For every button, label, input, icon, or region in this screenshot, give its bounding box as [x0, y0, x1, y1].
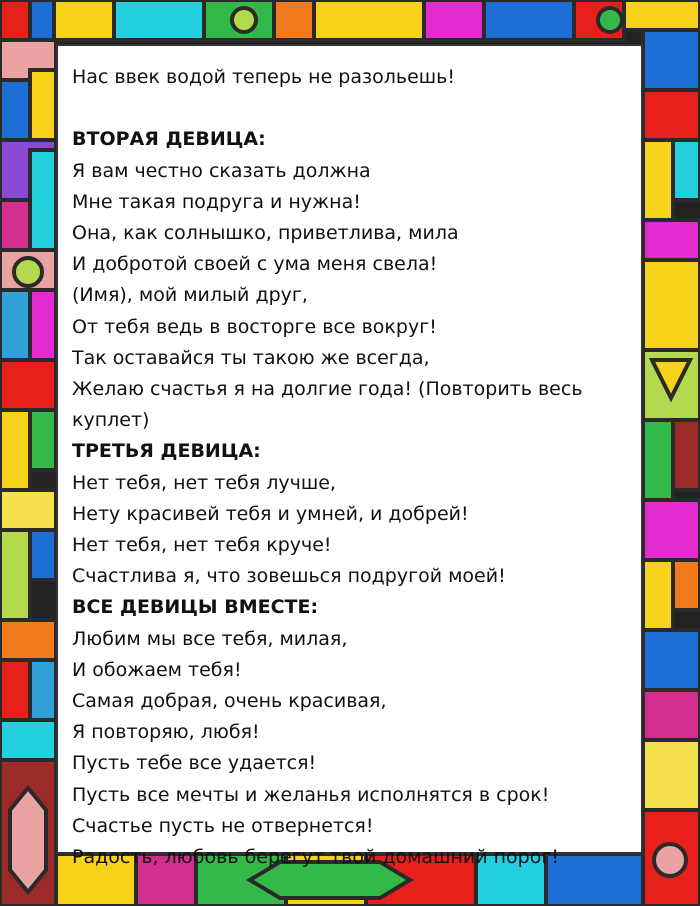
glass-tile: [643, 740, 700, 810]
poem-line: Любим мы все тебя, милая,: [72, 627, 348, 650]
glass-tile: [643, 140, 673, 220]
glass-tile: [0, 200, 30, 250]
glass-tile: [0, 410, 30, 490]
poem-line: Пусть тебе все удается!: [72, 752, 317, 775]
glass-tile: [0, 620, 56, 660]
poem-line: Она, как солнышко, приветлива, мила: [72, 222, 459, 244]
poem-text: [72, 62, 632, 873]
glass-tile: [54, 0, 114, 40]
glass-circle-right: [654, 844, 686, 876]
glass-tile: [643, 30, 700, 90]
poem-line: От тебя ведь в восторге все вокруг!: [72, 315, 437, 338]
glass-circle-top: [598, 8, 622, 32]
glass-tile: [0, 530, 30, 620]
poem-line: (Имя), мой милый друг,: [72, 284, 308, 307]
glass-tile: [30, 410, 56, 470]
glass-tile: [114, 0, 204, 40]
glass-tile: [643, 630, 700, 690]
poem-line: Нету красивей тебя и умней, и добрей!: [72, 502, 469, 525]
poem-line: Я вам честно сказать должна: [72, 159, 371, 182]
glass-tile: [0, 360, 56, 410]
speaker-heading: ТРЕТЬЯ ДЕВИЦА:: [72, 440, 261, 463]
speaker-heading: ВСЕ ДЕВИЦЫ ВМЕСТЕ:: [72, 596, 319, 619]
glass-tile: [643, 220, 700, 260]
glass-diamond-left: [10, 788, 46, 892]
poem-line: Я повторяю, любя!: [72, 721, 260, 744]
poem-line: Желаю счастья я на долгие года! (Повторить весь куплет): [72, 378, 583, 432]
glass-circle-left: [14, 258, 42, 286]
speaker-heading: ВТОРАЯ ДЕВИЦА:: [72, 128, 266, 151]
poem-line: Счастлива я, что зовешься подругой моей!: [72, 565, 506, 588]
blank-line: [72, 93, 632, 124]
poem-line: Самая добрая, очень красивая,: [72, 690, 387, 713]
glass-tile: [643, 500, 700, 560]
poem-line: Нас ввек водой теперь не разольешь!: [72, 66, 455, 88]
poem-line: Пусть все мечты и желанья исполнятся в срок!: [72, 783, 550, 806]
glass-tile: [643, 420, 673, 500]
poem-line: И добротой своей с ума меня свела!: [72, 253, 438, 276]
glass-tile: [0, 290, 30, 360]
glass-tile: [0, 490, 56, 530]
glass-tile: [624, 0, 700, 30]
poem-line: Радость, любовь берегут твой домашний порог!: [72, 846, 559, 869]
glass-tile: [643, 560, 673, 630]
glass-tile: [643, 260, 700, 350]
poem-line: Так оставайся ты такою же всегда,: [72, 346, 430, 369]
poem-line: Нет тебя, нет тебя лучше,: [72, 471, 336, 494]
glass-tile: [673, 140, 700, 200]
glass-tile: [0, 660, 30, 720]
glass-circle-top: [232, 8, 256, 32]
poem-line: Счастье пусть не отвернется!: [72, 814, 374, 837]
poem-line: Нет тебя, нет тебя круче!: [72, 534, 332, 557]
glass-tile: [643, 90, 700, 140]
glass-tile: [0, 0, 30, 40]
poem-line: И обожаем тебя!: [72, 658, 242, 681]
glass-tile: [673, 420, 700, 490]
glass-tile: [274, 0, 314, 40]
glass-tile: [30, 530, 56, 580]
glass-tile: [643, 690, 700, 740]
glass-tile: [0, 720, 56, 760]
glass-tile: [673, 560, 700, 610]
poem-line: Мне такая подруга и нужна!: [72, 190, 361, 213]
glass-tile: [424, 0, 484, 40]
text-panel: [56, 44, 643, 869]
glass-tile: [0, 80, 30, 140]
glass-tile: [484, 0, 574, 40]
glass-tile: [314, 0, 424, 40]
